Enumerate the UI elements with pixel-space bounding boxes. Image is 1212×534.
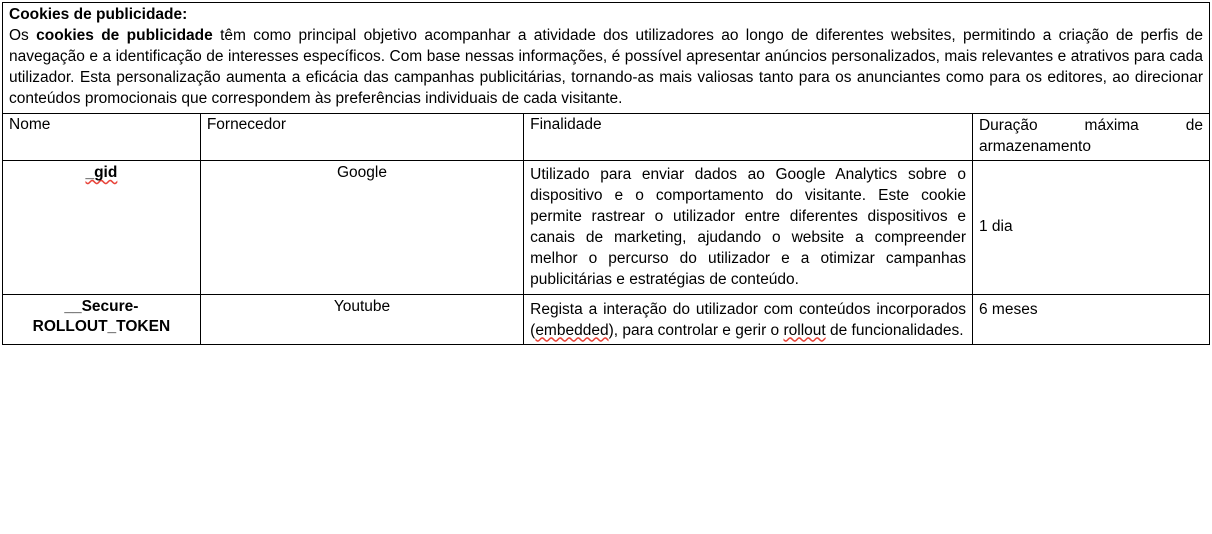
header-finalidade-label: Finalidade [530, 116, 602, 134]
intro-text-part1: Os [9, 27, 37, 45]
cell-provider [200, 294, 523, 345]
header-duracao-label: Duração máxima de armazenamento [978, 117, 1203, 155]
purpose-text-part1: Regista a interação do utilizador com conteúdos incorporados ( [530, 300, 966, 339]
cell-duration [972, 161, 1209, 295]
table-header-row [3, 114, 1210, 161]
purpose-text: Utilizado para enviar dados ao Google Analytics sobre o dispositivo e o comportamento do visitante. Este cookie permite rastrear o utilizador entre diferentes dispositivos e canais de marketing, ajudando o website a compreender melhor o percurso do utilizador e a otimizar campanhas publicitárias e estratégias de conteúdo. [530, 166, 966, 288]
cell-cookie-name [3, 161, 201, 295]
table-row [3, 294, 1210, 345]
intro-title: Cookies de publicidade: [9, 6, 188, 23]
header-finalidade [524, 114, 973, 161]
cell-provider [200, 161, 523, 295]
duration-text: 6 meses [978, 300, 1038, 318]
cell-cookie-name [3, 294, 201, 345]
purpose-text-embedded: embedded [535, 321, 609, 339]
intro-paragraph [9, 26, 1203, 110]
purpose-text-part3: de funcionalidades. [825, 321, 964, 339]
purpose-text-part2: ), para controlar e gerir o [608, 321, 784, 339]
cookie-policy-document [0, 2, 1212, 345]
header-fornecedor-label: Fornecedor [206, 116, 287, 134]
intro-text-bold: cookies de publicidade [36, 27, 213, 45]
cell-duration [972, 294, 1209, 345]
intro-row [3, 3, 1210, 114]
header-nome [3, 114, 201, 161]
header-duracao [972, 114, 1209, 161]
purpose-text-rollout: rollout [783, 321, 826, 339]
cell-purpose [524, 161, 973, 295]
intro-cell [3, 3, 1210, 114]
cookie-name-text: _gid [85, 164, 118, 182]
header-fornecedor [200, 114, 523, 161]
cookie-name-line1: __Secure- [64, 297, 139, 315]
cookie-name-line2: ROLLOUT_TOKEN [32, 318, 171, 336]
header-nome-label: Nome [9, 116, 51, 134]
advertising-cookies-table [2, 2, 1210, 345]
table-row [3, 161, 1210, 295]
cell-purpose [524, 294, 973, 345]
provider-text: Google [336, 164, 387, 182]
intro-text-part2: têm como principal objetivo acompanhar a atividade dos utilizadores ao longo de diferentes websites, permitindo a criação de perfis de navegação e a identificação de interesses específicos. Com base nessas informações, é possível apresentar anúncios personalizados, mais relevantes e atrativos para cada utilizador. Esta personalização aumenta a eficácia das campanhas publicitárias, tornando-as mais valiosas tanto para os anunciantes como para os editores, ao direcionar conteúdos promocionais que correspondem às preferências individuais de cada visitante. [9, 27, 1204, 108]
duration-text: 1 dia [978, 217, 1013, 235]
provider-text: Youtube [333, 297, 391, 315]
